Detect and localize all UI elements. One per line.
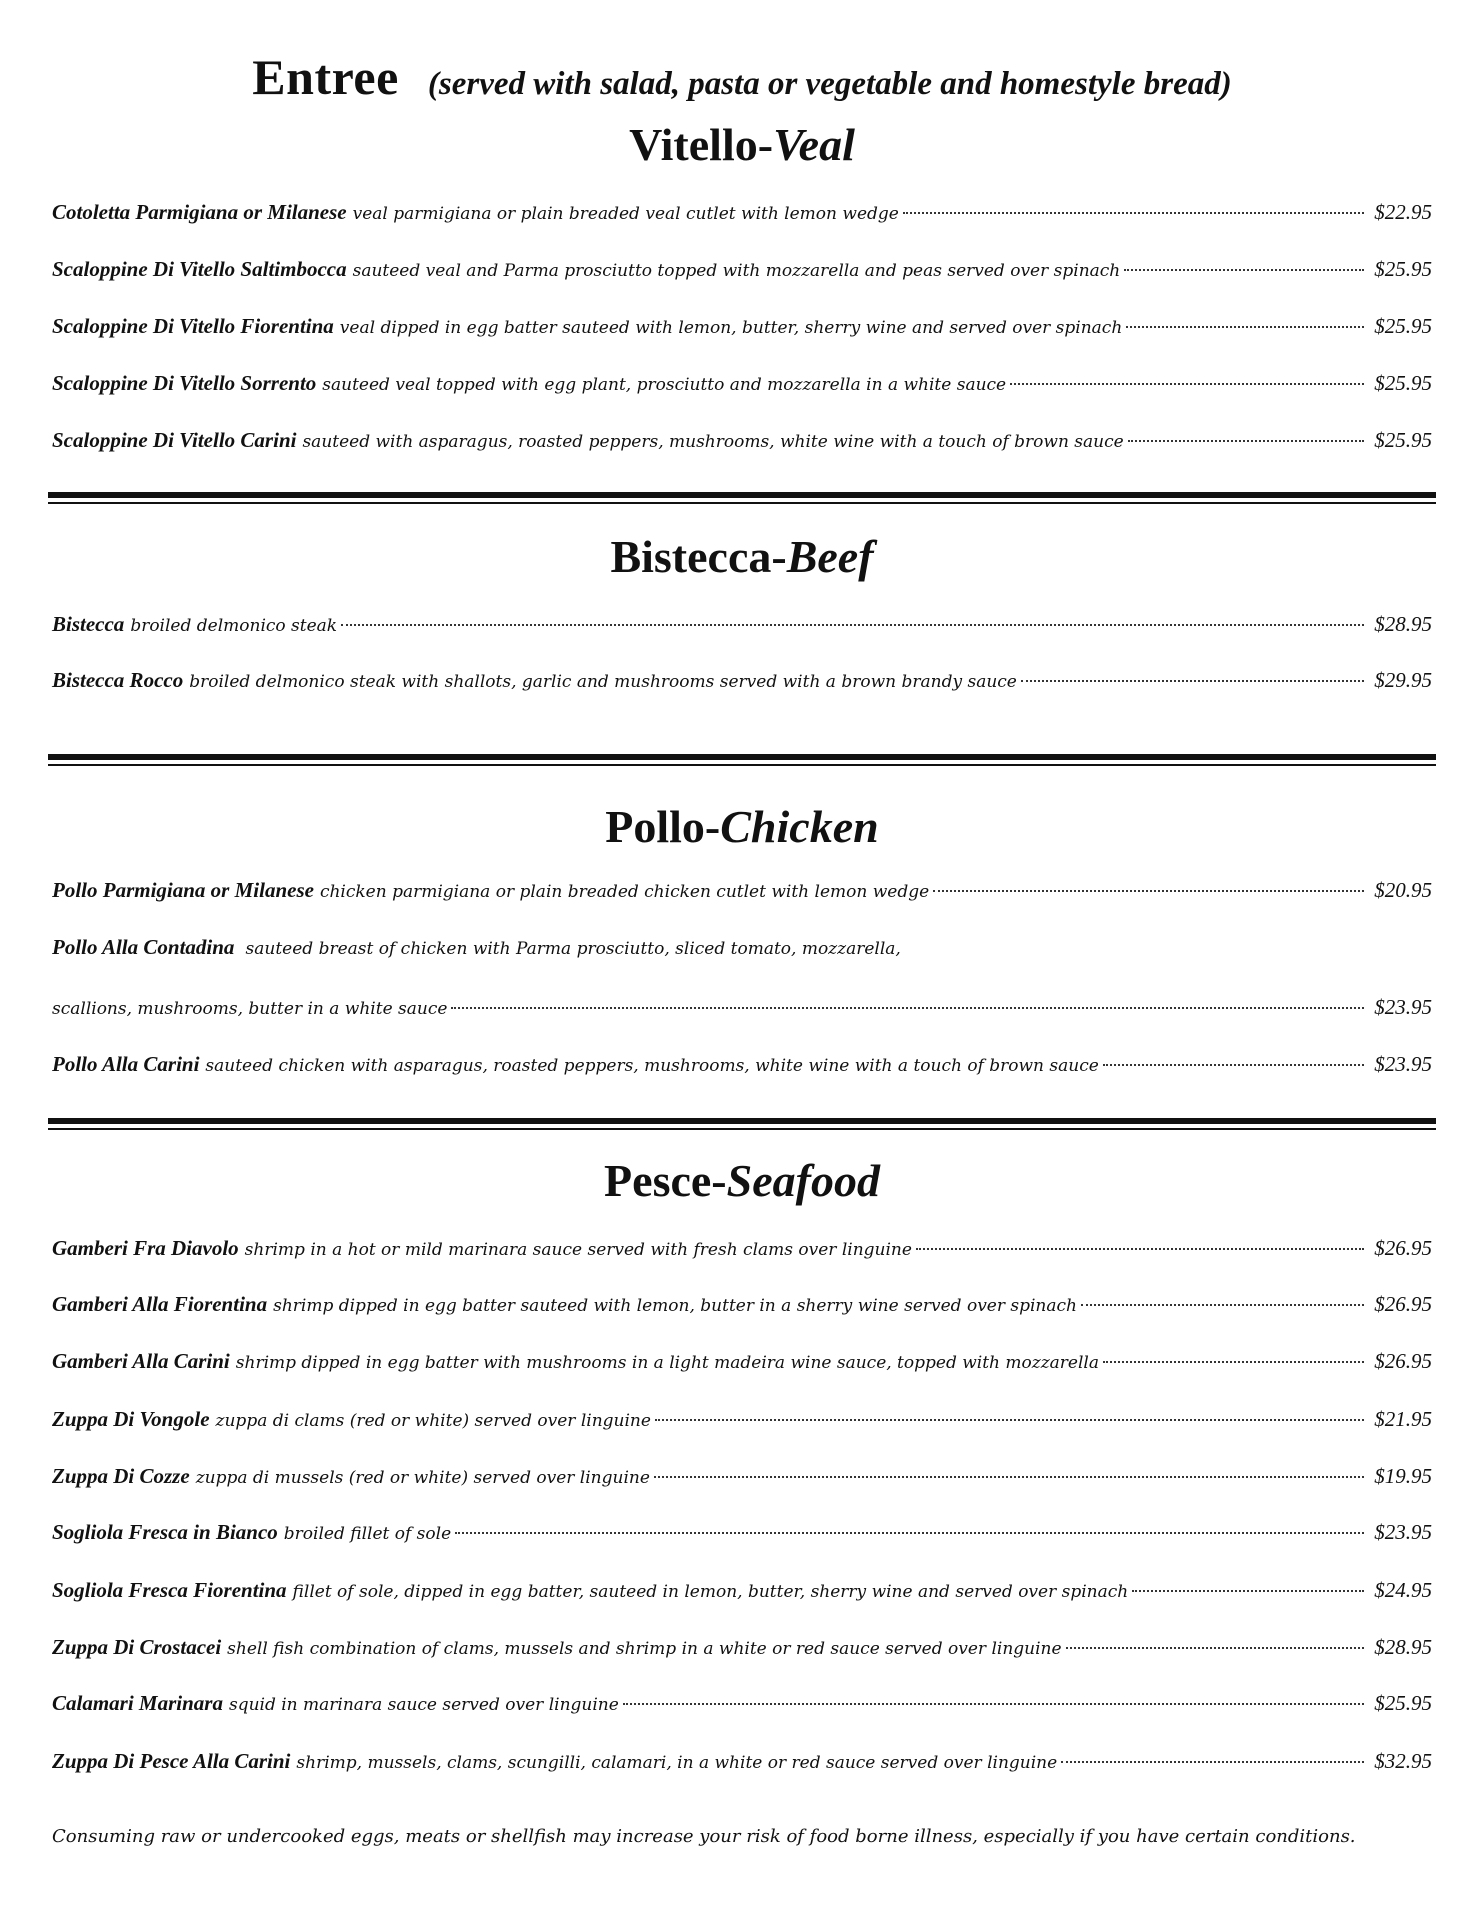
- menu-item: [52, 1292, 1432, 1332]
- menu-item: [52, 1578, 1432, 1618]
- item-description: shrimp dipped in egg batter sauteed with lemon, butter in a sherry wine served over spinach: [273, 1296, 1077, 1316]
- section-divider: [48, 1118, 1436, 1132]
- item-description: broiled delmonico steak with shallots, garlic and mushrooms served with a brown brandy sauce: [189, 672, 1017, 692]
- item-name: Zuppa Di Vongole: [52, 1407, 210, 1431]
- item-name: Scaloppine Di Vitello Fiorentina: [52, 314, 334, 338]
- menu-item: [52, 668, 1432, 708]
- item-price: $29.95: [1374, 668, 1432, 692]
- section-divider: [48, 754, 1436, 768]
- item-description: shrimp dipped in egg batter with mushrooms in a light madeira wine sauce, topped with mozzarella: [235, 1353, 1100, 1373]
- item-description: chicken parmigiana or plain breaded chicken cutlet with lemon wedge: [319, 882, 930, 902]
- item-price: $28.95: [1374, 612, 1432, 636]
- dot-leader: [916, 1248, 1364, 1250]
- item-name: Gamberi Fra Diavolo: [52, 1236, 239, 1260]
- health-disclaimer: Consuming raw or undercooked eggs, meats or shellfish may increase your risk of food borne illness, especially if you have certain conditions.: [52, 1826, 1356, 1847]
- item-price: $24.95: [1374, 1578, 1432, 1602]
- item-description: fillet of sole, dipped in egg batter, sauteed in lemon, butter, sherry wine and served over spinach: [292, 1582, 1129, 1602]
- item-price: $25.95: [1374, 1691, 1432, 1715]
- menu-item: [52, 1349, 1432, 1389]
- menu-item: [52, 935, 1432, 975]
- dot-leader: [1103, 1361, 1364, 1363]
- item-name: Zuppa Di Crostacei: [52, 1635, 222, 1659]
- section-title-veal: Vitello-Veal: [629, 119, 855, 170]
- item-description: zuppa di clams (red or white) served over linguine: [215, 1411, 651, 1431]
- dot-leader: [1124, 269, 1364, 271]
- item-price: $25.95: [1374, 314, 1432, 338]
- item-name: Gamberi Alla Carini: [52, 1349, 230, 1373]
- item-price: $23.95: [1374, 1052, 1432, 1076]
- dot-leader: [1128, 440, 1365, 442]
- page-title: Entree: [252, 49, 399, 105]
- section-title-beef: Bistecca-Beef: [610, 531, 874, 582]
- item-description: broiled delmonico steak: [130, 616, 338, 636]
- item-description: shrimp in a hot or mild marinara sauce served with fresh clams over linguine: [244, 1240, 912, 1260]
- item-description: sauteed with asparagus, roasted peppers, mushrooms, white wine with a touch of brown sauce: [302, 432, 1124, 452]
- item-description: sauteed veal and Parma prosciutto topped with mozzarella and peas served over spinach: [352, 261, 1121, 281]
- item-description: scallions, mushrooms, butter in a white sauce: [52, 999, 448, 1019]
- menu-item: [52, 1691, 1432, 1731]
- menu-item: [52, 1236, 1432, 1276]
- menu-item: [52, 371, 1432, 411]
- item-price: $23.95: [1374, 1520, 1432, 1544]
- dot-leader: [655, 1419, 1364, 1421]
- item-name: Scaloppine Di Vitello Saltimbocca: [52, 257, 347, 281]
- entree-header: [0, 48, 1484, 106]
- item-price: $26.95: [1374, 1292, 1432, 1316]
- menu-item: [52, 1407, 1432, 1447]
- item-price: $32.95: [1374, 1749, 1432, 1773]
- item-price: $25.95: [1374, 428, 1432, 452]
- item-description: squid in marinara sauce served over linguine: [228, 1695, 619, 1715]
- menu-item: [52, 200, 1432, 240]
- item-name: Zuppa Di Pesce Alla Carini: [52, 1749, 291, 1773]
- dot-leader: [341, 624, 1364, 626]
- menu-item: [52, 428, 1432, 468]
- item-description: broiled fillet of sole: [283, 1524, 452, 1544]
- item-price: $26.95: [1374, 1236, 1432, 1260]
- item-name: Cotoletta Parmigiana or Milanese: [52, 200, 347, 224]
- dot-leader: [903, 212, 1364, 214]
- dot-leader: [1132, 1590, 1364, 1592]
- section-divider: [48, 492, 1436, 506]
- menu-item: [52, 1464, 1432, 1504]
- item-description: shrimp, mussels, clams, scungilli, calamari, in a white or red sauce served over linguine: [296, 1753, 1058, 1773]
- item-description: shell fish combination of clams, mussels and shrimp in a white or red sauce served over linguine: [227, 1639, 1062, 1659]
- menu-item: [52, 1520, 1432, 1560]
- dot-leader: [455, 1532, 1364, 1534]
- item-name: Sogliola Fresca Fiorentina: [52, 1578, 287, 1602]
- dot-leader: [451, 1007, 1364, 1009]
- item-price: $21.95: [1374, 1407, 1432, 1431]
- menu-item: [52, 878, 1432, 918]
- dot-leader: [1126, 326, 1364, 328]
- dot-leader: [1021, 680, 1364, 682]
- dot-leader: [933, 890, 1364, 892]
- item-description: sauteed chicken with asparagus, roasted peppers, mushrooms, white wine with a touch of brown sauce: [205, 1056, 1099, 1076]
- menu-item-continuation: [52, 995, 1432, 1035]
- dot-leader: [623, 1703, 1364, 1705]
- item-description: zuppa di mussels (red or white) served over linguine: [195, 1468, 650, 1488]
- page-subtitle: (served with salad, pasta or vegetable and homestyle bread): [427, 66, 1232, 102]
- item-description: sauteed breast of chicken with Parma prosciutto, sliced tomato, mozzarella,: [245, 939, 901, 959]
- dot-leader: [1061, 1761, 1364, 1763]
- section-title-chicken: Pollo-Chicken: [605, 801, 879, 852]
- menu-item: [52, 1635, 1432, 1675]
- item-price: $19.95: [1374, 1464, 1432, 1488]
- dot-leader: [1081, 1304, 1364, 1306]
- menu-item: [52, 1749, 1432, 1789]
- item-name: Bistecca Rocco: [52, 668, 184, 692]
- menu-item: [52, 1052, 1432, 1092]
- menu-item: [52, 612, 1432, 652]
- dot-leader: [654, 1476, 1364, 1478]
- dot-leader: [1066, 1647, 1365, 1649]
- item-price: $25.95: [1374, 257, 1432, 281]
- item-description: veal dipped in egg batter sauteed with lemon, butter, sherry wine and served over spinach: [339, 318, 1123, 338]
- item-name: Zuppa Di Cozze: [52, 1464, 190, 1488]
- item-name: Scaloppine Di Vitello Sorrento: [52, 371, 317, 395]
- item-name: Scaloppine Di Vitello Carini: [52, 428, 297, 452]
- item-price: $25.95: [1374, 371, 1432, 395]
- item-name: Gamberi Alla Fiorentina: [52, 1292, 268, 1316]
- dot-leader: [1010, 383, 1364, 385]
- item-description: veal parmigiana or plain breaded veal cutlet with lemon wedge: [352, 204, 899, 224]
- menu-item: [52, 314, 1432, 354]
- item-name: Bistecca: [52, 612, 125, 636]
- section-title-seafood: Pesce-Seafood: [604, 1155, 880, 1206]
- item-name: Pollo Alla Carini: [52, 1052, 200, 1076]
- item-name: Calamari Marinara: [52, 1691, 223, 1715]
- item-price: $23.95: [1374, 995, 1432, 1019]
- menu-item: [52, 257, 1432, 297]
- item-price: $20.95: [1374, 878, 1432, 902]
- item-price: $22.95: [1374, 200, 1432, 224]
- dot-leader: [1103, 1064, 1364, 1066]
- item-name: Pollo Alla Contadina: [52, 935, 235, 959]
- item-name: Pollo Parmigiana or Milanese: [52, 878, 314, 902]
- item-name: Sogliola Fresca in Bianco: [52, 1520, 278, 1544]
- item-price: $28.95: [1374, 1635, 1432, 1659]
- item-description: sauteed veal topped with egg plant, prosciutto and mozzarella in a white sauce: [322, 375, 1007, 395]
- item-price: $26.95: [1374, 1349, 1432, 1373]
